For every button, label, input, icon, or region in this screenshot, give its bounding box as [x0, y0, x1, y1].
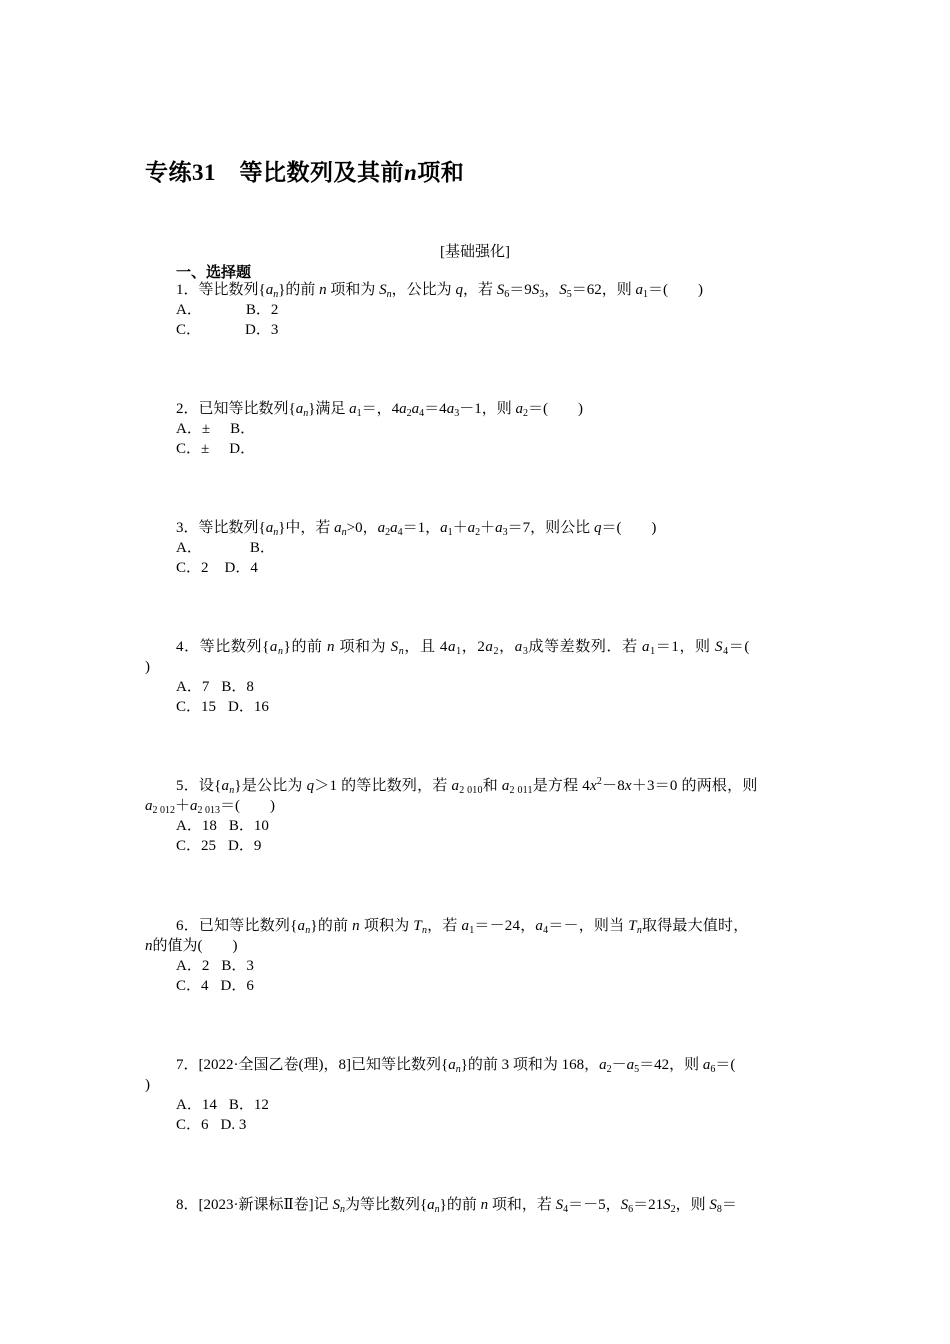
- question-4-stem-continued: ): [145, 659, 150, 675]
- option-b: B．2: [245, 302, 279, 318]
- option-a: A．±: [176, 421, 211, 437]
- question-4-options-row-1: [176, 677, 254, 697]
- question-2-stem: 2．已知等比数列$\{a_n\}$满足 $a_1=$，$4a_2a_4=4a_3-1$，则 $a_2=$( ): [176, 401, 583, 419]
- section-type-heading: 一、选择题: [176, 265, 252, 281]
- question-6-stem: 6．已知等比数列$\{a_n\}$的前 n 项积为 $T_n$，若 $a_1=-24$，$a_4=-$，则当 $T_n$取得最大值时，: [176, 918, 749, 936]
- option-a: A．14: [176, 1097, 217, 1113]
- question-7-stem-continued: ): [145, 1077, 150, 1093]
- section-label: [基础强化]: [440, 244, 510, 260]
- question-5-stem-continued: $a_{2 012}+a_{2 013}=$( ): [145, 798, 276, 816]
- question-3-options-row-2: [176, 558, 258, 578]
- option-a: A．2: [176, 958, 210, 974]
- question-7-stem: 7．[2022·全国乙卷(理)，8]已知等比数列$\{a_n\}$的前 3 项和为 168，$a_2-a_5=42$，则 $a_6=$(: [176, 1057, 736, 1075]
- question-1-stem: 1．等比数列$\{a_n\}$的前 n 项和为 $S_n$，公比为 q，若 $S_6=9S_3$，$S_5=62$，则 $a_1=$( ): [176, 282, 703, 300]
- question-4-stem: 4．等比数列$\{a_n\}$的前 n 项和为 $S_n$，且 $4a_1$，$2a_2$，$a_3$成等差数列．若 $a_1=1$，则 $S_4=$(: [176, 639, 750, 657]
- option-c: C．6: [176, 1117, 209, 1133]
- option-d: D．16: [228, 699, 269, 715]
- question-1-options-row-2: [176, 320, 278, 340]
- option-c: C．2: [176, 560, 209, 576]
- option-d: D. 3: [220, 1117, 247, 1133]
- option-c: C．±: [176, 441, 210, 457]
- option-d: D．9: [228, 838, 262, 854]
- page-title: 专练31 等比数列及其前n项和: [145, 160, 465, 185]
- question-2-options-row-2: [176, 439, 255, 459]
- option-d: D．3: [245, 322, 279, 338]
- question-7-options-row-1: [176, 1095, 269, 1115]
- question-4-options-row-2: [176, 697, 269, 717]
- question-3-stem: 3．等比数列$\{a_n\}$中，若 $a_n>0$，$a_2a_4=1$，$a_1+a_2+a_3=7$，则公比 q＝( ): [176, 520, 657, 538]
- option-b: B．: [230, 421, 256, 437]
- question-6-options-row-2: [176, 976, 254, 996]
- option-b: B．8: [221, 679, 254, 695]
- question-7-options-row-2: [176, 1115, 246, 1135]
- option-b: B．: [249, 540, 275, 556]
- option-a: A．: [176, 540, 202, 556]
- question-8-stem: 8．[2023·新课标Ⅱ卷]记 $S_n$为等比数列$\{a_n\}$的前 n 项和，若 $S_4=-5$，$S_6=21S_2$，则 $S_8=$: [176, 1197, 737, 1215]
- option-b: B．12: [228, 1097, 269, 1113]
- option-c: C．25: [176, 838, 217, 854]
- option-d: D．6: [220, 978, 254, 994]
- question-6-stem-continued: n的值为( ): [145, 938, 238, 954]
- option-a: A．: [176, 302, 202, 318]
- option-c: C．4: [176, 978, 209, 994]
- question-2-options-row-1: [176, 419, 255, 439]
- option-d: D．: [229, 441, 256, 457]
- question-3-options-row-1: [176, 538, 275, 558]
- option-d: D．4: [224, 560, 258, 576]
- option-b: B．3: [221, 958, 254, 974]
- question-1-options-row-1: [176, 300, 278, 320]
- question-5-stem: 5．设$\{a_n\}$是公比为 q＞1 的等比数列，若 $a_{2 010}$和 $a_{2 011}$是方程 $4x^2-8x+3=0$ 的两根，则: [176, 776, 758, 796]
- option-a: A．7: [176, 679, 210, 695]
- question-6-options-row-1: [176, 956, 254, 976]
- option-c: C．15: [176, 699, 217, 715]
- option-b: B．10: [228, 818, 269, 834]
- option-c: C．: [176, 322, 202, 338]
- question-5-options-row-2: [176, 836, 261, 856]
- option-a: A．18: [176, 818, 217, 834]
- question-5-options-row-1: [176, 816, 269, 836]
